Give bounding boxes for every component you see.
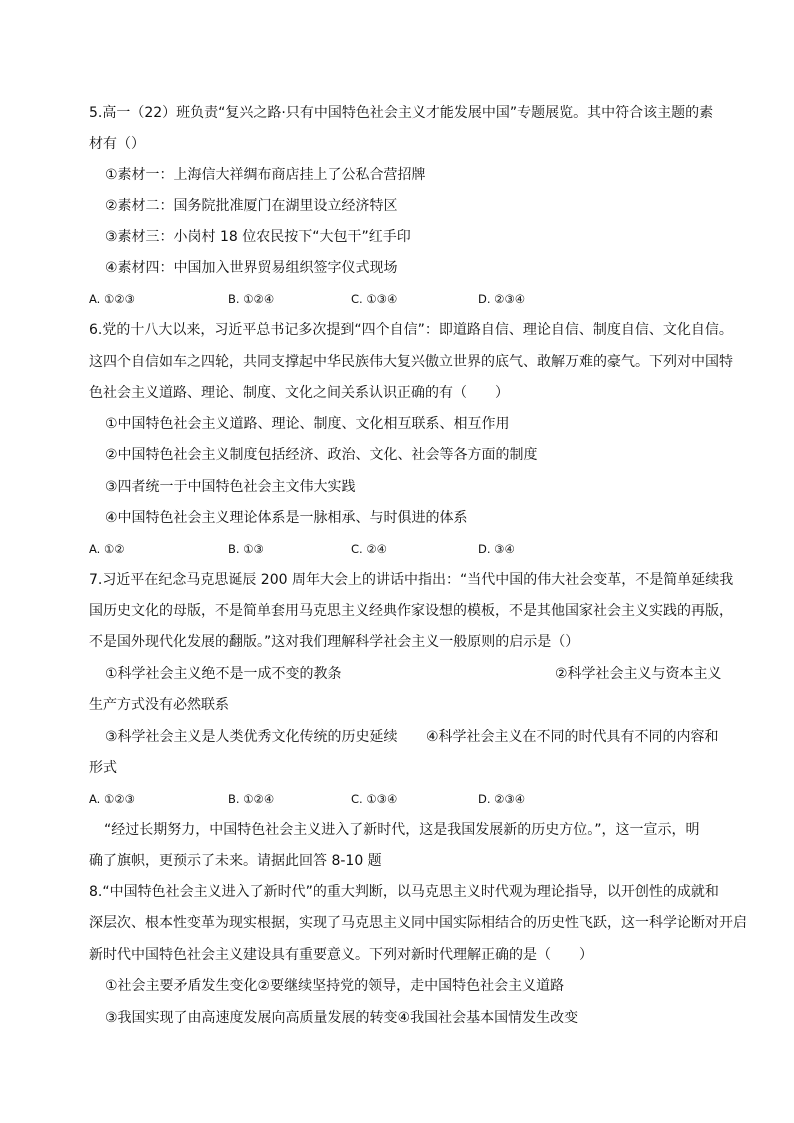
q5-option-4: ④素材四：中国加入世界贸易组织签字仪式现场 [105,260,398,276]
q7-choice-d: D. ②③④ [478,792,526,806]
q7-stem-line-2: 国历史文化的母版，不是简单套用马克思主义经典作家设想的模板，不是其他国家社会主义实践的再版， [89,603,733,619]
q6-stem-line-3: 色社会主义道路、理论、制度、文化之间关系认识正确的有（ ） [89,385,509,401]
q8-stem-line-2: 深层次、根本性变革为现实根据，实现了马克思主义同中国实际相结合的历史性飞跃，这一科学论断对开启 [89,915,747,931]
q6-choice-d: D. ③④ [478,542,515,556]
q5-option-2: ②素材二：国务院批准厦门在湖里设立经济特区 [105,198,398,214]
q7-choice-c: C. ①③④ [351,792,398,806]
q5-stem-line-1: 5.高一（22）班负责“复兴之路·只有中国特色社会主义才能发展中国”专题展览。其中符合该主题的素 [89,105,714,121]
q6-option-2: ②中国特色社会主义制度包括经济、政治、文化、社会等各方面的制度 [105,447,538,463]
q5-choice-a: A. ①②③ [89,292,135,306]
q7-stem-line-3: 不是国外现代化发展的翻版。”这对我们理解科学社会主义一般原则的启示是（） [89,634,580,650]
intro-line-1: “经过长期努力，中国特色社会主义进入了新时代，这是我国发展新的历史方位。”，这一宣示，明 [104,822,700,838]
q6-choice-b: B. ①③ [228,542,264,556]
q7-choice-b: B. ①②④ [228,792,275,806]
q6-choice-c: C. ②④ [351,542,387,556]
q5-choice-b: B. ①②④ [228,292,275,306]
q8-option-line-1: ①社会主要矛盾发生变化②要继续坚持党的领导，走中国特色社会主义道路 [105,978,565,994]
q8-stem-line-1: 8.“中国特色社会主义进入了新时代”的重大判断，以马克思主义时代观为理论指导，以开创性的成就和 [89,884,719,900]
intro-line-2: 确了旗帜，更预示了未来。请据此回答 8-10 题 [89,853,382,869]
q8-stem-line-3: 新时代中国特色社会主义建设具有重要意义。下列对新时代理解正确的是（ ） [89,947,593,963]
q7-option-2: ②科学社会主义与资本主义 [555,666,722,682]
q7-option-3: ③科学社会主义是人类优秀文化传统的历史延续 [105,729,398,745]
q5-choice-c: C. ①③④ [351,292,398,306]
q6-option-1: ①中国特色社会主义道路、理论、制度、文化相互联系、相互作用 [105,416,510,432]
q6-option-4: ④中国特色社会主义理论体系是一脉相承、与时俱进的体系 [105,510,468,526]
q7-option-1: ①科学社会主义绝不是一成不变的教条 [105,666,342,682]
q7-option-2-cont: 生产方式没有必然联系 [89,697,229,713]
q5-stem-line-2: 材有（） [89,136,145,152]
q7-stem-line-1: 7.习近平在纪念马克思诞辰 200 周年大会上的讲话中指出：“当代中国的伟大社会变革，不是简单延续我 [89,572,734,588]
q7-option-4-cont: 形式 [89,760,117,776]
q5-option-1: ①素材一：上海信大祥绸布商店挂上了公私合营招牌 [105,167,426,183]
q5-option-3: ③素材三：小岗村 18 位农民按下“大包干”红手印 [105,229,411,245]
q7-option-4: ④科学社会主义在不同的时代具有不同的内容和 [426,729,719,745]
q6-option-3: ③四者统一于中国特色社会主文伟大实践 [105,479,356,495]
q6-stem-line-1: 6.党的十八大以来，习近平总书记多次提到“四个自信”：即道路自信、理论自信、制度自信、文化自信。 [89,322,733,338]
q7-choice-a: A. ①②③ [89,792,135,806]
q6-stem-line-2: 这四个自信如车之四轮，共同支撑起中华民族伟大复兴傲立世界的底气、敢解万难的豪气。下列对中国特 [89,354,733,370]
q5-choice-d: D. ②③④ [478,292,526,306]
q6-choice-a: A. ①② [89,542,125,556]
q8-option-line-2: ③我国实现了由高速度发展向高质量发展的转变④我国社会基本国情发生改变 [105,1010,579,1026]
